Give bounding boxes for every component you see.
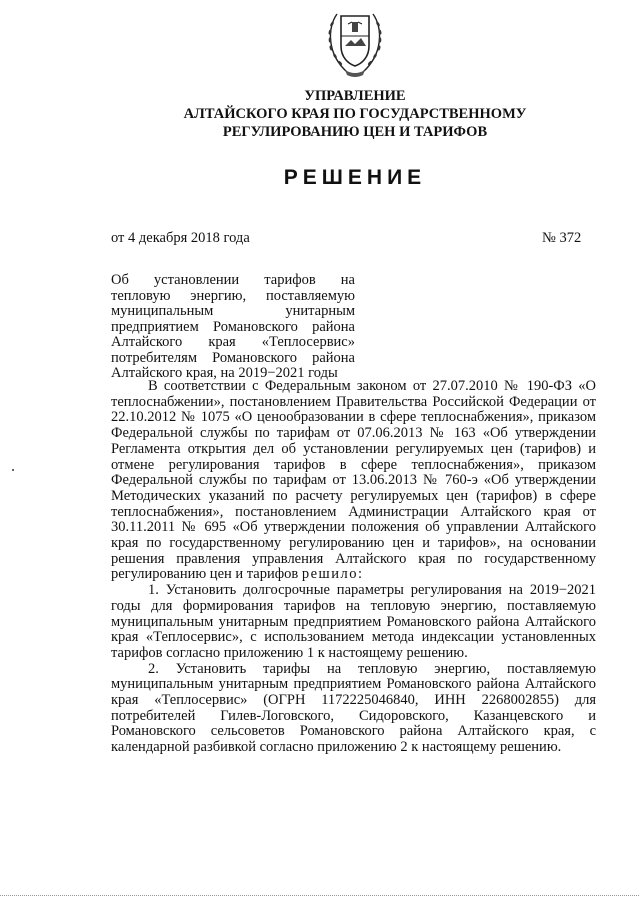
decision-date: от 4 декабря 2018 года xyxy=(111,230,250,246)
preamble-paragraph xyxy=(111,379,596,583)
document-title: РЕШЕНИЕ xyxy=(283,166,427,189)
subject-line: потребителям Романовского района xyxy=(111,349,355,366)
subject-line: Об установлении тарифов на xyxy=(111,272,355,288)
preamble-text: В соответствии с Федеральным законом от 27.07.2010 № 190-ФЗ «О теплоснабжении», постановлением Правительства Российской Федерации от 22.10.2012 № 1075 «О ценообразовании в сфере теплоснабжения», приказом Федеральной службы по тарифам от 07.06.2013 № 163 «Об утверждении Регламента открытия дел об установлении регулируемых цен (тарифов) и отмене регулирования тарифов в сфере теплоснабжения», приказом Федеральной службы по тарифам от 13.06.2013 № 760-э «Об утверждении Методических указаний по расчету регулируемых цен (тарифов) в сфере теплоснабжения», постановлением Администрации Алтайского края от 30.11.2011 № 695 «Об утверждении положения об управлении Алтайского края по государственному регулированию цен и тарифов», на основании решения правления управления Алтайского края по государственному регулированию цен и тарифов xyxy=(111,378,596,583)
organization-header xyxy=(150,87,560,141)
subject-line: Алтайского края «Теплосервис» xyxy=(111,334,355,350)
header-line-2: АЛТАЙСКОГО КРАЯ ПО ГОСУДАРСТВЕННОМУ xyxy=(183,106,527,122)
decision-body xyxy=(111,379,596,756)
header-line-3: РЕГУЛИРОВАНИЮ ЦЕН И ТАРИФОВ xyxy=(222,124,488,140)
subject-line: Алтайского края, на 2019−2021 годы xyxy=(111,365,338,381)
page-bottom-edge xyxy=(0,895,639,896)
scan-speck xyxy=(12,469,14,471)
item-1-paragraph: 1. Установить долгосрочные параметры регулирования на 2019−2021 годы для формирования тарифов на тепловую энергию, поставляемую муниципальным унитарным предприятием Романовского района Алтайского края «Теплосервис», с использованием метода индексации установленных тарифов согласно приложению 1 к настоящему решению. xyxy=(111,582,596,661)
header-line-1: УПРАВЛЕНИЕ xyxy=(304,88,406,104)
decision-number: № 372 xyxy=(542,230,582,246)
altai-coat-of-arms-emblem xyxy=(323,2,387,82)
decided-word: решило: xyxy=(301,566,364,583)
item-2-paragraph: 2. Установить тарифы на тепловую энергию, поставляемую муниципальным унитарным предприятием Романовского района Алтайского края «Теплосервис» (ОГРН 1172225046840, ИНН 2268002855) для потребителей Гилев-Логовского, Сидоровского, Казанцевского и Романовского сельсоветов Романовского района Алтайского края, с календарной разбивкой согласно приложению 2 к настоящему решению. xyxy=(111,660,596,756)
decision-subject xyxy=(111,273,355,382)
subject-line: предприятием Романовского района xyxy=(111,318,355,335)
subject-line: тепловую энергию, поставляемую xyxy=(111,287,355,304)
subject-line: муниципальным унитарным xyxy=(111,303,355,319)
